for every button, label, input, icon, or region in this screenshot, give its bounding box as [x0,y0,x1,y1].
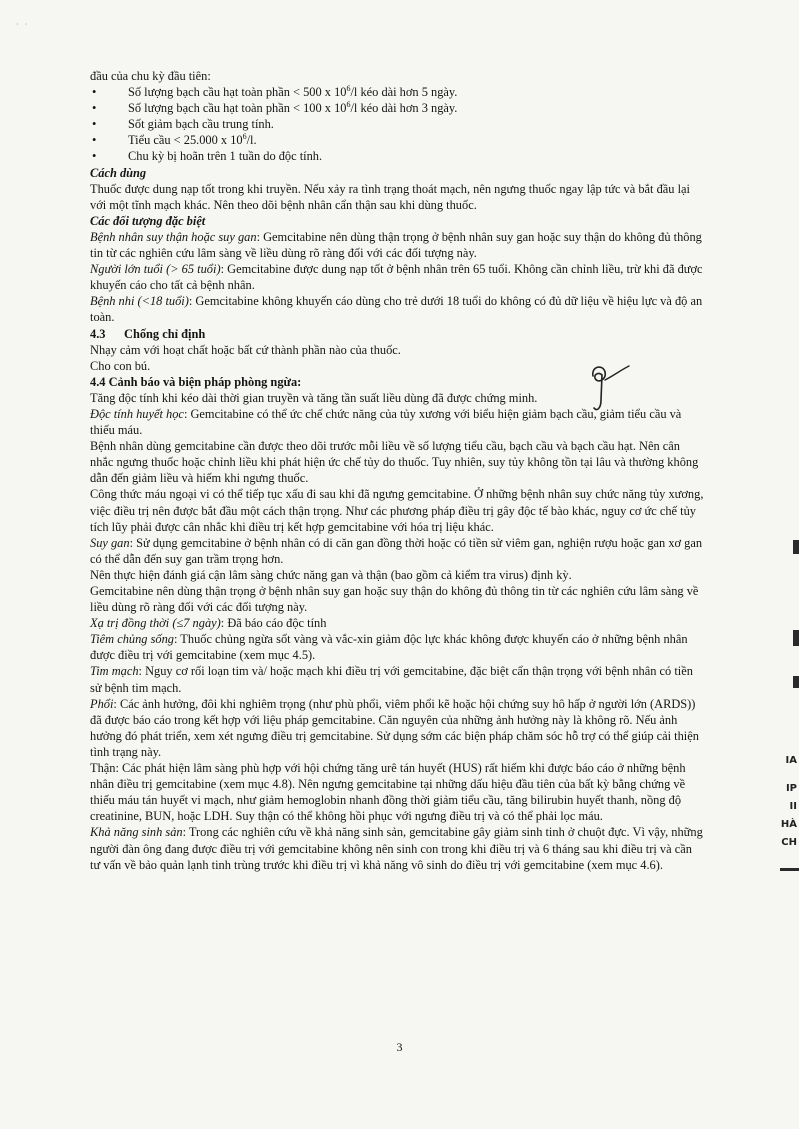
warning-paragraph: Tăng độc tính khi kéo dài thời gian truyền và tăng tần suất liều dùng đã được chứng minh. [90,390,538,405]
scan-corner-marks: · · [16,20,30,29]
intro-line: đầu của chu kỳ đầu tiên: [90,69,211,83]
bullet-item: • Số lượng bạch cầu hạt toàn phần < 500 x $10^6/l$ kéo dài hơn 5 ngày. [92,84,458,100]
contraindication-line: Cho con bú. [90,358,151,373]
document-body [90,68,704,873]
heading-warnings: 4.4 Cảnh báo và biện pháp phòng ngừa: [90,374,302,389]
warning-paragraph: Phổi: Các ảnh hưởng, đôi khi nghiêm trọng (như phù phổi, viêm phổi kẽ hoặc hội chứng suy hô hấp ở người lớn (ARDS)) đã được báo cáo trong kết hợp với liệu pháp gemcitabine. Căn nguyên của những ảnh hưởng này là không rõ. Nếu ảnh hưởng đó phát triển, xem xét ngưng điều trị gemcitabine. Sử dụng sớm các biện pháp chăm sóc hỗ trợ có thể giúp cải thiện tình trạng này. [90,696,699,759]
warning-paragraph: Nên thực hiện đánh giá cận lâm sàng chức năng gan và thận (bao gồm cả kiểm tra virus) định kỳ. [90,567,572,582]
criteria-bullet-list [90,84,704,164]
administration-text: Thuốc được dung nạp tốt trong khi truyền. Nếu xảy ra tình trạng thoát mạch, nên ngưng thuốc ngay lập tức và bắt đầu lại với một tĩnh mạch khác. Nên theo dõi bệnh nhân cẩn thận sau khi dùng thuốc. [90,181,690,212]
warning-paragraph: Gemcitabine nên dùng thận trọng ở bệnh nhân suy gan hoặc suy thận do không đủ thông tin từ các nghiên cứu lâm sàng về liều dùng rõ ràng đối với các đối tượng này. [90,584,699,615]
bullet-dot-icon: • [92,117,97,132]
warning-paragraph: Độc tính huyết học: Gemcitabine có thể ức chế chức năng của tủy xương với biểu hiện giảm bạch cầu, giảm tiểu cầu và thiếu máu. [90,406,682,438]
warning-paragraph: Suy gan: Sử dụng gemcitabine ở bệnh nhân có di căn gan đồng thời hoặc có tiền sử viêm gan, nghiện rượu hoặc gan xơ gan có thể dẫn đến suy gan trầm trọng hơn. [90,535,703,566]
warning-paragraph: Bệnh nhân dùng gemcitabine cần được theo dõi trước mỗi liều về số lượng tiểu cầu, bạch cầu và bạch cầu hạt. Nên cân nhắc ngưng thuốc hoặc chỉnh liều khi phát hiện ức chế tủy do thuốc. Tuy nhiên, suy tủy không tồn tại lâu và thường không dẫn đến giảm liều và hiếm khi ngưng thuốc. [90,439,699,486]
warning-paragraph: Thận: Các phát hiện lâm sàng phù hợp với hội chứng tăng urê tán huyết (HUS) rất hiếm khi được báo cáo ở những bệnh nhân điều trị gemcitabine (xem mục 4.8). Nên ngưng gemcitabine tại những dấu hiệu đầu tiên của bất kỳ bằng chứng về thiếu máu tán huyết vi mạch, như giảm hemoglobin nhanh đồng thời giảm tiểu cầu, tăng bilirubin huyết thanh, nồng độ creatinine, BUN, hoặc LDH. Suy thận có thể không hồi phục với ngưng điều trị và có thể phải lọc máu. [90,761,686,824]
warning-paragraph: Khả năng sinh sản: Trong các nghiên cứu về khả năng sinh sản, gemcitabine gây giảm sinh tinh ở chuột đực. Vì vậy, những người đàn ông đang được điều trị với gemcitabine không nên sinh con trong khi điều trị và 6 tháng sau khi điều trị và cần tư vấn về bảo quản lạnh tinh trùng trước khi điều trị vì khả năng vô sinh do điều trị với gemcitabine (xem mục 4.6). [90,825,703,872]
population-item: Bệnh nhân suy thận hoặc suy gan: Gemcitabine nên dùng thận trọng ở bệnh nhân suy gan hoặc suy thận do không đủ thông tin từ các nghiên cứu lâm sàng về liều dùng rõ ràng đối với các đối tượng này. [90,229,702,261]
heading-administration: Cách dùng [90,165,147,180]
warning-paragraph: Tiêm chủng sống: Thuốc chủng ngừa sốt vàng và vắc-xin giảm độc lực khác không được khuyến cáo ở những bệnh nhân được điều trị với gemcitabine (xem mục 4.5). [90,632,688,663]
bullet-item: • Sốt giảm bạch cầu trung tính. [92,117,274,132]
contraindication-line: Nhạy cảm với hoạt chất hoặc bất cứ thành phần nào của thuốc. [90,342,401,357]
page-number: 3 [396,1040,403,1054]
population-item: Bệnh nhi (<18 tuổi): Gemcitabine không khuyến cáo dùng cho trẻ dưới 18 tuổi do không có đủ dữ liệu về hiệu lực và độ an toàn. [90,294,703,325]
population-item: Người lớn tuổi (> 65 tuổi): Gemcitabine được dung nạp tốt ở bệnh nhân trên 65 tuổi. Không cần chỉnh liều, trừ khi đã được khuyến cáo cho tất cả bệnh nhân. [90,262,703,293]
heading-special-populations: Các đối tượng đặc biệt [90,213,206,228]
warning-paragraph: Công thức máu ngoại vi có thể tiếp tục xấu đi sau khi đã ngưng gemcitabine. Ở những bệnh nhân suy chức năng tủy xương, việc điều trị nên được bắt đầu một cách thận trọng. Như các phương pháp điều trị gây độc tế bào khác, nguy cơ ức chế tủy tích lũy phải được cân nhắc khi điều trị kết hợp gemcitabine với hóa trị liệu khác. [90,487,704,534]
bullet-item: • Tiểu cầu < 25.000 x $10^6/l$. [92,132,257,148]
handwritten-signature-icon [585,358,635,418]
bullet-dot-icon: • [92,149,97,164]
bullet-item: • Chu kỳ bị hoãn trên 1 tuần do độc tính. [92,149,323,164]
heading-contraindications: 4.3 Chống chỉ định [90,326,206,341]
bullet-dot-icon: • [92,101,97,116]
bullet-dot-icon: • [92,85,97,100]
edge-stamp-text: IA IP II HÀ CH [780,755,797,848]
warning-paragraph: Tim mạch: Nguy cơ rối loạn tim và/ hoặc mạch khi điều trị với gemcitabine, đặc biệt cẩn thận trọng với bệnh nhân có tiền sử bệnh tim mạch. [90,664,693,695]
bullet-item: • Số lượng bạch cầu hạt toàn phần < 100 x $10^6/l$ kéo dài hơn 3 ngày. [92,100,458,116]
bullet-dot-icon: • [92,133,97,148]
warning-paragraph: Xạ trị đồng thời (≤7 ngày): Đã báo cáo độc tính [90,616,327,631]
